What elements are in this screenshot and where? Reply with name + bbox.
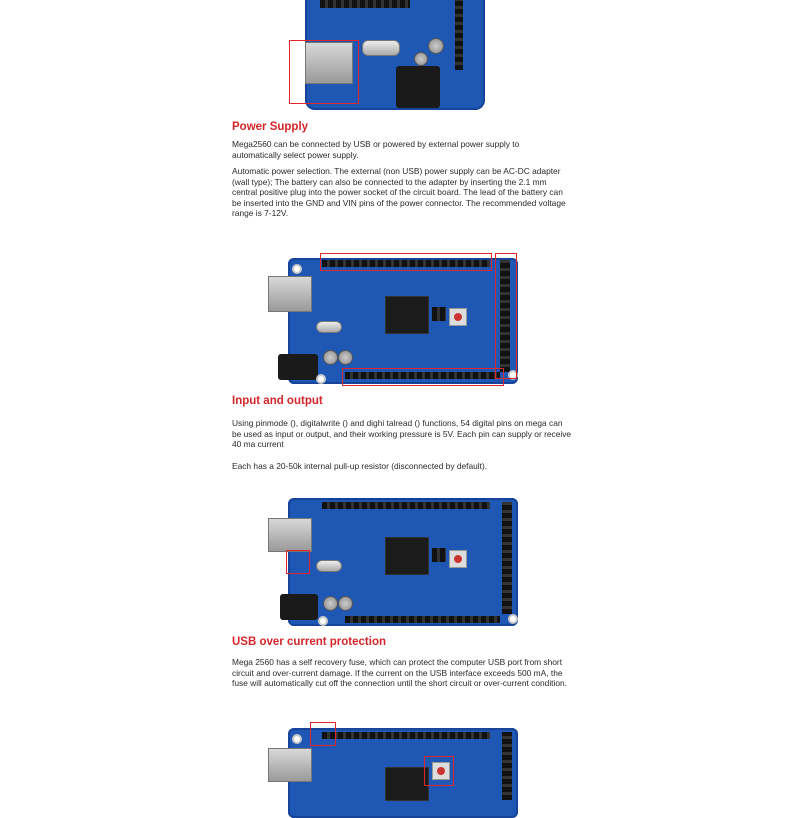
usb-port (268, 748, 312, 782)
section-paragraph: Using pinmode (), digitalwrite () and dighi talread () functions, 54 digital pins on mega can be used as input or output, and their working pressure is 5V. Each pin can supply or receive 40 ma current (232, 418, 572, 450)
mounting-hole (292, 264, 302, 274)
power-jack (278, 354, 318, 380)
power-jack (280, 594, 318, 620)
capacitor (428, 38, 444, 54)
section-paragraph: Each has a 20-50k internal pull-up resistor (disconnected by default). (232, 461, 488, 471)
mounting-hole (292, 734, 302, 744)
atmega-chip (386, 768, 428, 800)
capacitor (338, 350, 353, 365)
section-paragraph: Mega2560 can be connected by USB or powered by external power supply to automatically select power supply. (232, 139, 520, 160)
crystal (316, 321, 342, 333)
highlight-box (495, 253, 517, 379)
digital-pin-header (322, 502, 490, 509)
capacitor (323, 596, 338, 611)
capacitor (414, 52, 428, 66)
reset-button (449, 550, 467, 568)
icsp-header (432, 307, 446, 321)
analog-pin-header (345, 616, 500, 623)
pin-header (455, 0, 463, 70)
mounting-hole (316, 374, 326, 384)
mounting-hole (508, 614, 518, 624)
section-title-power-supply: Power Supply (232, 121, 309, 133)
section-paragraph: Automatic power selection. The external (non USB) power supply can be AC-DC adapter (wall type); The battery can also be connected to the adapter by inserting the 2.1 mm central positive plug into the power socket of the circuit board. The lead of the battery can be inserted into the GND and VIN pins of the power connector. The recommended voltage range is 7-12V. (232, 166, 566, 219)
digital-pin-header (502, 502, 512, 614)
mounting-hole (318, 616, 328, 626)
board-image-usb-protection (0, 492, 800, 632)
atmega-chip (386, 297, 428, 333)
usb-port (268, 518, 312, 552)
capacitor (338, 596, 353, 611)
digital-pin-header (322, 732, 490, 739)
power-jack (396, 66, 440, 108)
icsp-header (432, 548, 446, 562)
highlight-box (286, 550, 310, 574)
pin-header (320, 0, 410, 8)
highlight-box (342, 368, 504, 386)
crystal (362, 40, 400, 56)
section-paragraph: Mega 2560 has a self recovery fuse, which can protect the computer USB port from short circuit and over-current damage. If the current on the USB interface exceeds 500 mA, the fuse will automatically cut off the connection until the short circuit or over-current condition. (232, 657, 568, 689)
board-image-io (0, 250, 800, 390)
section-title-input-output: Input and output (232, 395, 323, 407)
usb-port (268, 276, 312, 312)
atmega-chip (386, 538, 428, 574)
highlight-box (289, 40, 359, 104)
crystal (316, 560, 342, 572)
highlight-box (424, 756, 454, 786)
highlight-box (320, 253, 492, 271)
capacitor (323, 350, 338, 365)
highlight-box (310, 722, 336, 746)
reset-button (449, 308, 467, 326)
digital-pin-header (502, 732, 512, 800)
board-image-bottom (0, 720, 800, 800)
board-image-power (0, 0, 800, 110)
section-title-usb-protection: USB over current protection (232, 636, 386, 648)
